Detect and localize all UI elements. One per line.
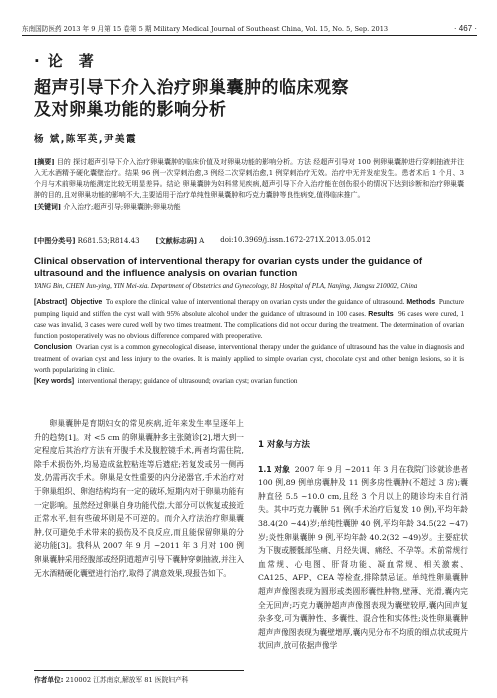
article-title xyxy=(34,77,349,121)
abstract-text: 目的 探讨超声引导下介入治疗卵巢囊肿的临床价值及对卵巢功能的影响分析。方法 经超声引导对 100 例卵巢囊肿进行穿刺抽液并注入无水酒精予硬化囊壁治疗。结果 96 例一次穿刺治愈,3 例经二次穿刺治愈,1 例穿刺治疗无效。治疗中无并发症发生。患者术后 1 个月、3 个月与术前卵巢功能测定比较无明显差异。结论 卵巢囊肿为妇科常见疾病,超声引导下介入治疗能在创伤很小的情况下达到诊断和治疗卵巢囊肿的目的,且对卵巢功能的影响不大,主要适用于治疗单纯性卵巢囊肿和巧克力囊肿等良性病变,值得临床推广。 xyxy=(34,158,464,199)
section-heading: 1 对象与方法 xyxy=(258,440,310,450)
running-head xyxy=(22,22,477,36)
keywords: 介入治疗;超声引导;卵巢囊肿;卵巢功能 xyxy=(63,203,181,211)
clc-number: R681.53;R814.43 xyxy=(77,237,140,245)
keywords-label: [关键词] xyxy=(34,203,62,211)
english-title: Clinical observation of interventional therapy for ovarian cysts under the guidance of ultrasound and the influence analysis on ovarian function xyxy=(34,256,423,279)
english-authors: YANG Bin, CHEN Jun-ying, YIN Mei-xia. Department of Obstetrics and Gynecology, 81 Hospital of PLA, Nanjing, Jiangsu 210002, China xyxy=(34,283,418,290)
english-abstract: [Abstract] Objective To explore the clinical value of interventional therapy on ovarian cysts under the guidance of ultrasound. Methods Puncture pumping liquid and stiffen the cyst wall with 95% absolute alcohol under the guidance of ultrasound in 100 cases. Results 96 cases were cured, 1 case was invalid, 3 cases were cured well by two times treatment. The complications did not occur during the treatment. The determination of ovarian function postoperatively was no obvious difference compared with preoperative. Conclusion Ovarian cyst is a common gynecological disease, interventional therapy under the guidance of ultrasound has the value in diagnosis and treatment of ovarian cyst and less injury to the ovaries. It is mainly applied to simple ovarian cyst, chocolate cyst and other benign lesions, so it is worth popularizing in clinic. [Key words] interventional therapy; guidance of ultrasound; ovarian cyst; ovarian function xyxy=(34,298,465,386)
document-code: A xyxy=(199,237,205,245)
title-line-2: 及对卵巢功能的影响分析 xyxy=(34,100,227,120)
classification-line: [中图分类号] R681.53;R814.43 [文献标志码] A doi:10.3969/j.issn.1672-271X.2013.05.012 xyxy=(34,236,371,245)
author-affiliation-footnote: 作者单位: 210002 江苏南京,解放军 81 医院妇产科 xyxy=(34,670,244,684)
subsection-heading: 1.1 对象 xyxy=(258,464,290,474)
intro-paragraph: 卵巢囊肿是育期妇女的常见疾病,近年来发生率呈逐年上升的趋势[1]。对 <5 cm 的卵巢囊肿多主张随诊[2],增大到一定程度后其治疗方法有开腹手术及腹腔镜手术,两者均需住院,除手术损伤外,均易造成盆腔粘连等后遗症;若复发或另一侧再发,仍需再次手术。卵巢是女性重要的内分泌器官,手术治疗对于卵巢组织、卵泡结构均有一定的破坏,短期内对于卵巢功能有一定影响。虽然经过卵巢自身功能代偿,大部分可以恢复或接近正常水平,但有些破坏则是不可逆的。而介入疗法治疗卵巢囊肿,仅可避免手术带来的损伤及不良反应,而且能保留卵巢的分泌功能[3]。我科从 2007 年 9 月 ~2011 年 3 月对 100 例卵巢囊肿采用经腹部或经阴道超声引导下囊肿穿刺抽液,并注入无水酒精硬化囊壁进行治疗,取得了满意效果,现报告如下。 xyxy=(34,419,245,578)
chinese-abstract xyxy=(34,157,464,213)
doi: doi:10.3969/j.issn.1672-271X.2013.05.012 xyxy=(220,236,371,244)
authors: 杨 斌,陈军英,尹美霞 xyxy=(34,134,138,145)
page-number: · 467 · xyxy=(453,24,477,33)
section-label: · 论 著 xyxy=(34,52,96,70)
title-line-1: 超声引导下介入治疗卵巢囊肿的临床观察 xyxy=(34,78,349,98)
body-left-column xyxy=(34,417,244,580)
running-head-left: 东南国防医药 2013 年 9 月第 15 卷第 5 期 Military Medical Journal of Southeast China, Vol. 15, No. 5, Sep. 2013 xyxy=(22,25,389,33)
abstract-label: [摘要] xyxy=(34,158,55,166)
methods-text: 2007 年 9 月 ~2011 年 3 月在我院门诊就诊患者 100 例,89 例单房囊肿及 11 例多房性囊肿(不超过 3 房);囊肿直径 5.5 ~10.0 cm,且经 3 个月以上的随诊均未自行消失。其中巧克力囊肿 51 例(手术治疗后复发 10 例),平均年龄 38.4(20 ~44)岁;单纯性囊肿 40 例,平均年龄 34.5(22 ~47)岁;炎性卵巢囊肿 9 例,平均年龄 40.2(32 ~49)岁。主要症状为下腹或腰骶部坠痛、月经失调、痛经、不孕等。术前常规行血常规、心电图、肝肾功能、凝血常规、相关激素、CA125、AFP、CEA 等检查,排除禁忌证。单纯性卵巢囊肿超声声像图表现为圆形或类圆形囊性肿物,壁薄、光滑,囊内完全无回声;巧克力囊肿超声声像图表现为囊壁较厚,囊内回声复杂多变,可为囊肿性、多囊性、混合性和实体性;炎性卵巢囊肿超声声像图表现为囊壁增厚,囊内见分布不均质的细点状或斑片状回声,放可依据声像学 xyxy=(258,464,469,651)
body-right-column xyxy=(258,417,468,653)
